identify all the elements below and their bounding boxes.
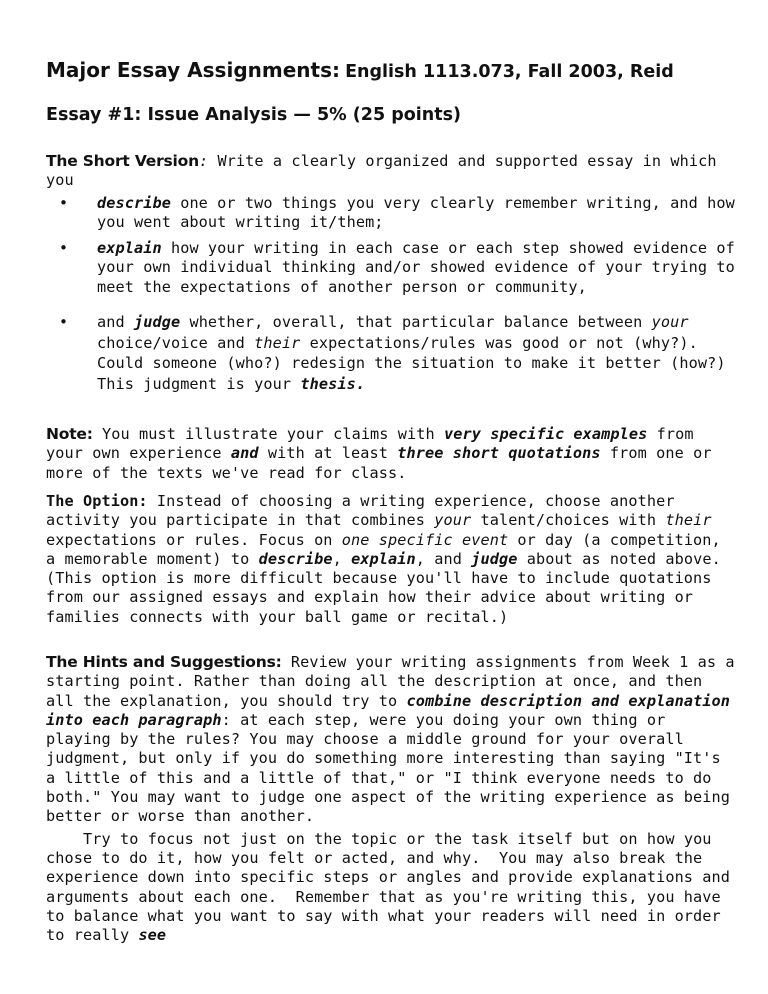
short-version-list — [46, 194, 736, 394]
list-item: • explain how your writing in each case or each step showed evidence of your own individual thinking and/or showed evidence of your trying to meet the expectations of another person or community, — [59, 239, 735, 296]
bullet-icon: • — [59, 313, 69, 332]
title-main: Major Essay Assignments: — [46, 58, 340, 82]
hints-label: The Hints and Suggestions: — [46, 653, 282, 671]
short-version-section — [46, 152, 736, 394]
bullet-icon: • — [59, 193, 69, 212]
note-label: Note: — [46, 425, 93, 443]
list-item: • and judge whether, overall, that particular balance between your choice/voice and their expectations/rules was good or not (why?). Could someone (who?) redesign the situation to make it better (how?) This judgment is your thesis. — [59, 313, 726, 393]
document-title — [46, 58, 674, 82]
note-section: Note: You must illustrate your claims with very specific examples from your own experience and with at least three short quotations from one or more of the texts we've read for class. — [46, 425, 712, 482]
bullet-icon: • — [59, 239, 69, 258]
hints-section: The Hints and Suggestions: Review your writing assignments from Week 1 as a starting point. Rather than doing all the description at once, and then all the explanation, you should try to combine description and explanation into each paragraph: at each step, were you doing your own thing or playing by the rules? You may choose a middle ground for your overall judgment, but only if you do something more interesting than saying "It's a little of this and a little of that," or "I think everyone needs to do both." You may want to judge one aspect of the writing experience as being better or worse than another. Try to focus not just on the topic or the task itself but on how you chose to do it, how you felt or acted, and why. You may also break the experience down into specific steps or angles and provide explanations and arguments about each one. Remember that as you're writing this, you have to balance what you want to say with what your readers will need in order to really see — [46, 653, 740, 945]
list-item: • describe one or two things you very clearly remember writing, and how you went about writing it/them; — [59, 193, 735, 231]
short-version-label: The Short Version — [46, 152, 199, 170]
essay1-heading: Essay #1: Issue Analysis — 5% (25 points) — [46, 105, 462, 125]
option-label: The Option: — [46, 492, 148, 510]
option-section: The Option: Instead of choosing a writing experience, choose another activity you participate in that combines your talent/choices with their expectations or rules. Focus on one specific event or day (a competition, a memorable moment) to describe, explain, and judge about as noted above. (This option is more difficult because you'll have to include quotations from our assigned essays and explain how their advice about writing or families connects with your ball game or recital.) — [46, 492, 721, 626]
short-version-intro: The Short Version: Write a clearly organized and supported essay in which you — [46, 152, 717, 190]
title-course: English 1113.073, Fall 2003, Reid — [345, 62, 674, 82]
